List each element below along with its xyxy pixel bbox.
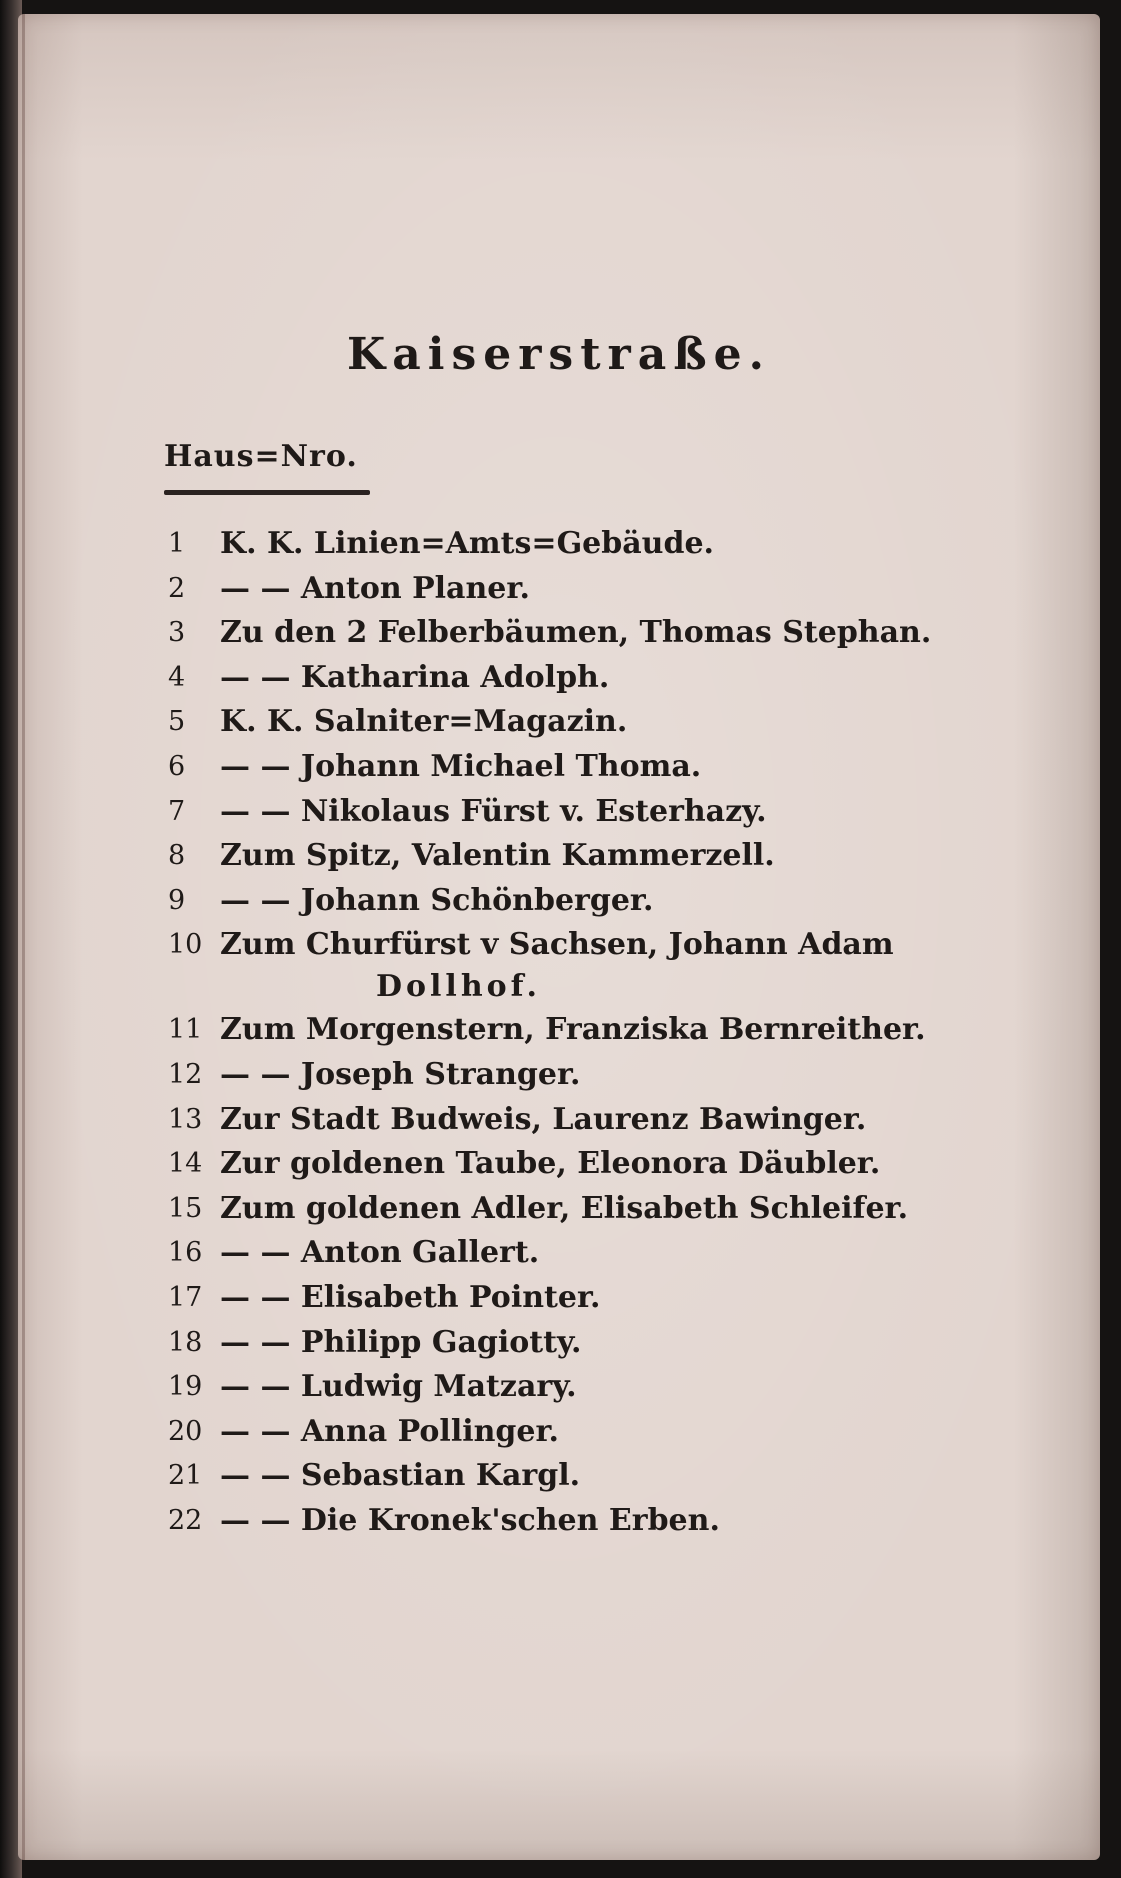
list-item	[168, 923, 1048, 1008]
list-item	[168, 1142, 1048, 1187]
house-owner: — — Sebastian Kargl.	[220, 1458, 581, 1494]
house-owner: — — Johann Michael Thoma.	[220, 748, 702, 784]
house-owner: Zum Morgenstern, Franziska Bernreither.	[220, 1012, 926, 1048]
list-item	[168, 1053, 1048, 1098]
house-owner: — — Anton Gallert.	[220, 1235, 540, 1271]
house-number: 18	[168, 1326, 203, 1358]
house-number: 10	[168, 929, 203, 961]
house-number: 13	[168, 1103, 203, 1135]
house-number: 16	[168, 1237, 203, 1269]
heading-underline	[164, 490, 370, 495]
house-number: 21	[168, 1460, 203, 1492]
house-number: 2	[168, 572, 186, 604]
page-title: Kaiserstraße.	[347, 329, 771, 380]
house-owner: — — Nikolaus Fürst v. Esterhazy.	[220, 793, 767, 829]
list-item	[168, 1008, 1048, 1053]
list-item	[168, 700, 1048, 745]
list-item	[168, 611, 1048, 656]
house-owner: — — Anton Planer.	[220, 570, 530, 606]
list-item	[168, 1365, 1048, 1410]
house-owner: Zum Spitz, Valentin Kammerzell.	[220, 838, 775, 874]
list-item	[168, 567, 1048, 612]
list-item	[168, 1098, 1048, 1143]
house-number: 15	[168, 1192, 203, 1224]
house-owner: — — Ludwig Matzary.	[220, 1369, 577, 1405]
house-owner: — — Joseph Stranger.	[220, 1056, 581, 1092]
house-number: 5	[168, 706, 186, 738]
list-item	[168, 834, 1048, 879]
house-owner: — — Anna Pollinger.	[220, 1413, 559, 1449]
house-owner-continuation: Dollhof.	[376, 969, 541, 1005]
list-item	[168, 1187, 1048, 1232]
binding-shadow	[22, 14, 25, 1860]
house-owner: Zur Stadt Budweis, Laurenz Bawinger.	[220, 1101, 867, 1137]
house-owner: — — Johann Schönberger.	[220, 882, 654, 918]
house-number: 20	[168, 1415, 203, 1447]
house-number: 12	[168, 1058, 203, 1090]
house-number: 3	[168, 617, 186, 649]
list-item	[168, 1454, 1048, 1499]
list-item	[168, 522, 1048, 567]
house-owner: Zu den 2 Felberbäumen, Thomas Stephan.	[220, 615, 932, 651]
house-number: 14	[168, 1148, 203, 1180]
house-owner: K. K. Salniter=Magazin.	[220, 704, 628, 740]
house-number: 9	[168, 884, 186, 916]
list-item	[168, 790, 1048, 835]
list-item	[168, 1276, 1048, 1321]
house-number: 19	[168, 1371, 203, 1403]
list-item	[168, 1321, 1048, 1366]
house-owner: — — Katharina Adolph.	[220, 659, 610, 695]
book-page	[18, 14, 1100, 1860]
house-list	[168, 522, 1048, 1543]
house-number: 4	[168, 661, 186, 693]
house-owner: K. K. Linien=Amts=Gebäude.	[220, 526, 715, 561]
house-number: 11	[168, 1014, 203, 1046]
list-item	[168, 1499, 1048, 1544]
house-owner: Zum goldenen Adler, Elisabeth Schleifer.	[220, 1190, 909, 1226]
list-item	[168, 745, 1048, 790]
house-number: 7	[168, 795, 186, 827]
house-number: 22	[168, 1504, 203, 1536]
list-item	[168, 1231, 1048, 1276]
list-item	[168, 879, 1048, 924]
house-number: 8	[168, 840, 186, 872]
house-owner: — — Elisabeth Pointer.	[220, 1279, 601, 1315]
house-owner: — — Die Kronek'schen Erben.	[220, 1502, 720, 1538]
list-item	[168, 1410, 1048, 1455]
house-owner: Zur goldenen Taube, Eleonora Däubler.	[220, 1146, 881, 1182]
house-owner: — — Philipp Gagiotty.	[220, 1324, 582, 1360]
house-owner: Zum Churfürst v Sachsen, Johann Adam	[220, 927, 894, 963]
list-item	[168, 656, 1048, 701]
house-number-heading: Haus=Nro.	[164, 439, 358, 474]
house-number: 1	[168, 528, 186, 559]
house-number: 6	[168, 750, 186, 782]
house-number: 17	[168, 1281, 203, 1313]
